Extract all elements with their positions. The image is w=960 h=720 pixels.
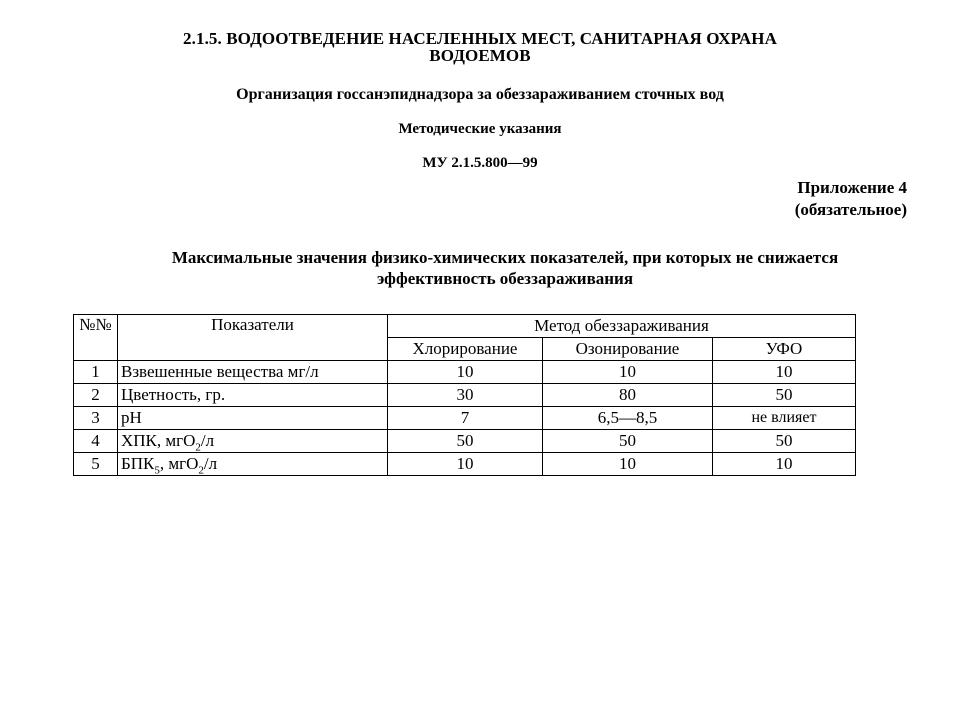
value-chlorination: 7 <box>388 407 543 430</box>
value-chlorination: 10 <box>388 361 543 384</box>
indicator-subscript-2: 2 <box>198 464 204 476</box>
value-ozonation: 50 <box>543 430 713 453</box>
row-number: 1 <box>74 361 118 384</box>
table-row <box>74 453 856 476</box>
indicator-unit: /л <box>200 431 215 450</box>
table-title <box>100 247 910 289</box>
table-header-row <box>74 315 856 338</box>
table-title-line-1: Максимальные значения физико-химических показателей, при которых не снижается <box>171 248 839 267</box>
document-type: Методические указания <box>398 121 562 137</box>
table-row <box>74 430 856 453</box>
value-uv: 50 <box>713 384 856 407</box>
appendix-label <box>795 177 907 221</box>
value-uv: 50 <box>713 430 856 453</box>
row-number: 4 <box>74 430 118 453</box>
document-number: МУ 2.1.5.800—99 <box>422 155 538 171</box>
value-uv: не влияет <box>713 407 856 430</box>
indicator-subscript: 2 <box>195 441 201 453</box>
table-title-line-2: эффективность обеззараживания <box>376 269 634 288</box>
value-ozonation: 10 <box>543 453 713 476</box>
appendix-status: (обязательное) <box>794 200 907 219</box>
indicator-text: ХПК, мгО <box>121 431 196 450</box>
header-method-group: Метод обеззараживания <box>388 315 856 338</box>
header-number: №№ <box>74 315 118 361</box>
row-number: 3 <box>74 407 118 430</box>
header-indicator: Показатели <box>118 315 388 361</box>
header-uv: УФО <box>713 338 856 361</box>
table-row <box>74 407 856 430</box>
table-row <box>74 361 856 384</box>
value-chlorination: 10 <box>388 453 543 476</box>
value-chlorination: 30 <box>388 384 543 407</box>
indicators-table <box>73 314 856 476</box>
row-indicator <box>118 430 388 453</box>
value-ozonation: 80 <box>543 384 713 407</box>
section-title: 2.1.5. ВОДООТВЕДЕНИЕ НАСЕЛЕННЫХ МЕСТ, САНИТАРНАЯ ОХРАНА ВОДОЕМОВ <box>183 29 777 65</box>
indicator-subscript: 5 <box>154 464 160 476</box>
value-uv: 10 <box>713 453 856 476</box>
row-indicator <box>118 453 388 476</box>
header-chlorination: Хлорирование <box>388 338 543 361</box>
row-indicator: Цветность, гр. <box>118 384 388 407</box>
indicator-text-mid: , мгО <box>159 454 199 473</box>
value-ozonation: 6,5—8,5 <box>543 407 713 430</box>
value-ozonation: 10 <box>543 361 713 384</box>
indicator-unit: /л <box>203 454 218 473</box>
appendix-number: Приложение 4 <box>797 178 907 197</box>
table-row <box>74 384 856 407</box>
row-indicator: рН <box>118 407 388 430</box>
row-indicator: Взвешенные вещества мг/л <box>118 361 388 384</box>
organization-title: Организация госсанэпиднадзора за обеззараживанием сточных вод <box>236 86 724 103</box>
row-number: 2 <box>74 384 118 407</box>
indicator-text: БПК <box>121 454 155 473</box>
row-number: 5 <box>74 453 118 476</box>
value-chlorination: 50 <box>388 430 543 453</box>
header-ozonation: Озонирование <box>543 338 713 361</box>
value-uv: 10 <box>713 361 856 384</box>
